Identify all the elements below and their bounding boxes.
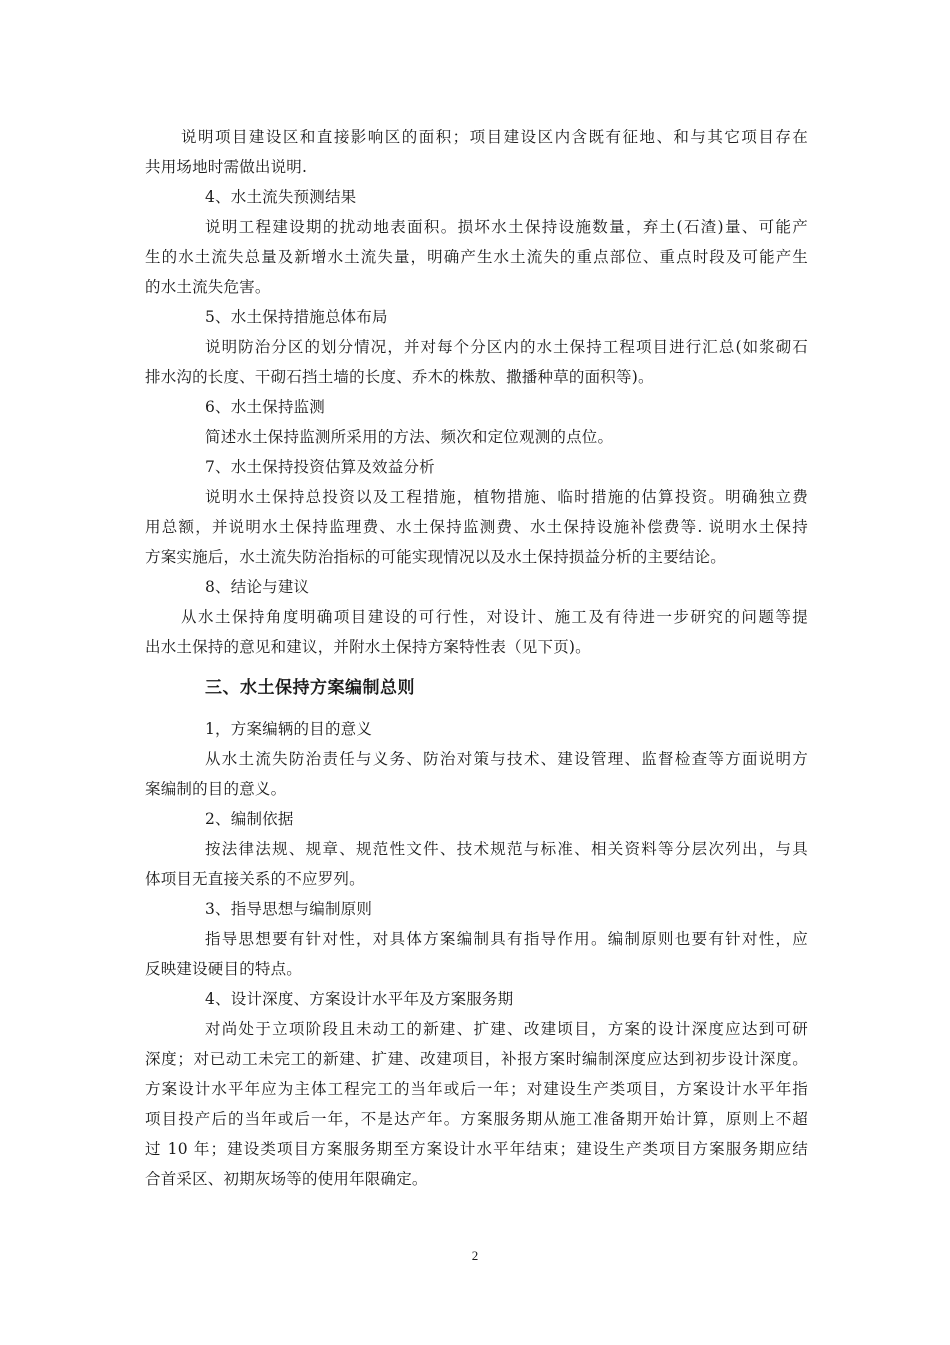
- paragraph-line: 说明项目建设区和直接影响区的面积；项目建设区内含既有征地、和与其它项目存在: [181, 128, 808, 146]
- paragraph-line: 用总额，并说明水土保持监理费、水土保持监测费、水土保持设施补偿费等. 说明水土保持: [145, 518, 808, 536]
- subsection-heading: 6、水土保持监测: [205, 398, 325, 416]
- paragraph-line: 说明工程建设期的扰动地表面积。损坏水土保持设施数量，弃土(石渣)量、可能产: [205, 218, 808, 236]
- paragraph-line: 深度；对已动工未完工的新建、扩建、改建项目，补报方案时编制深度应达到初步设计深度。: [145, 1050, 808, 1068]
- paragraph-line: 从水土流失防治责任与义务、防治对策与技术、建设管理、监督检查等方面说明方: [205, 750, 808, 768]
- section-heading: 三、水土保持方案编制总则: [205, 678, 415, 698]
- paragraph-line: 体项目无直接关系的不应罗列。: [145, 870, 365, 888]
- subsection-heading: 1，方案编辆的目的意义: [205, 720, 373, 738]
- paragraph-line: 简述水土保持监测所采用的方法、频次和定位观测的点位。: [205, 428, 614, 446]
- subsection-heading: 8、结论与建议: [205, 578, 310, 596]
- paragraph-line: 说明水土保持总投资以及工程措施，植物措施、临时措施的估算投资。明确独立费: [205, 488, 808, 506]
- subsection-heading: 4、水土流失预测结果: [205, 188, 357, 206]
- paragraph-line: 合首采区、初期灰场等的使用年限确定。: [145, 1170, 428, 1188]
- paragraph-line: 过 10 年；建设类项目方案服务期至方案设计水平年结束；建设生产类项目方案服务期应结: [145, 1140, 808, 1158]
- paragraph-line: 共用场地时需做出说明.: [145, 158, 308, 176]
- paragraph-line: 出水土保持的意见和建议，并附水土保持方案特性表（见下页)。: [145, 638, 591, 656]
- subsection-heading: 3、指导思想与编制原则: [205, 900, 373, 918]
- subsection-heading: 5、水土保持措施总体布局: [205, 308, 388, 326]
- paragraph-line: 方案设计水平年应为主体工程完工的当年或后一年；对建设生产类项目，方案设计水平年指: [145, 1080, 808, 1098]
- paragraph-line: 按法律法规、规章、规范性文件、技术规范与标准、相关资料等分层次列出，与具: [205, 840, 808, 858]
- paragraph-line: 从水土保持角度明确项目建设的可行性，对设计、施工及有待进一步研究的问题等提: [181, 608, 808, 626]
- paragraph-line: 反映建设硬目的特点。: [145, 960, 303, 978]
- paragraph-line: 案编制的目的意义。: [145, 780, 287, 798]
- document-page: [145, 122, 808, 1194]
- paragraph-line: 指导思想要有针对性，对具体方案编制具有指导作用。编制原则也要有针对性，应: [205, 930, 808, 948]
- paragraph-line: 说明防治分区的划分情况，并对每个分区内的水土保持工程项目进行汇总(如浆砌石: [205, 338, 808, 356]
- paragraph-line: 对尚处于立项阶段且未动工的新建、扩建、改建顷目，方案的设计深度应达到可研: [205, 1020, 808, 1038]
- paragraph-line: 生的水土流失总量及新增水土流失量，明确产生水土流失的重点部位、重点时段及可能产生: [145, 248, 808, 266]
- paragraph-line: 项目投产后的当年或后一年，不是达产年。方案服务期从施工准备期开始计算，原则上不超: [145, 1110, 808, 1128]
- subsection-heading: 7、水土保持投资估算及效益分析: [205, 458, 435, 476]
- subsection-heading: 2、编制依据: [205, 810, 294, 828]
- page-number: 2: [471, 1248, 479, 1263]
- subsection-heading: 4、设计深度、方案设计水平年及方案服务期: [205, 990, 514, 1008]
- paragraph-line: 的水土流失危害。: [145, 278, 271, 296]
- paragraph-line: 排水沟的长度、干砌石挡土墙的长度、乔木的株敖、撒播种草的面积等)。: [145, 368, 654, 386]
- paragraph-line: 方案实施后，水土流失防治指标的可能实现情况以及水土保持损益分析的主要结论。: [145, 548, 726, 566]
